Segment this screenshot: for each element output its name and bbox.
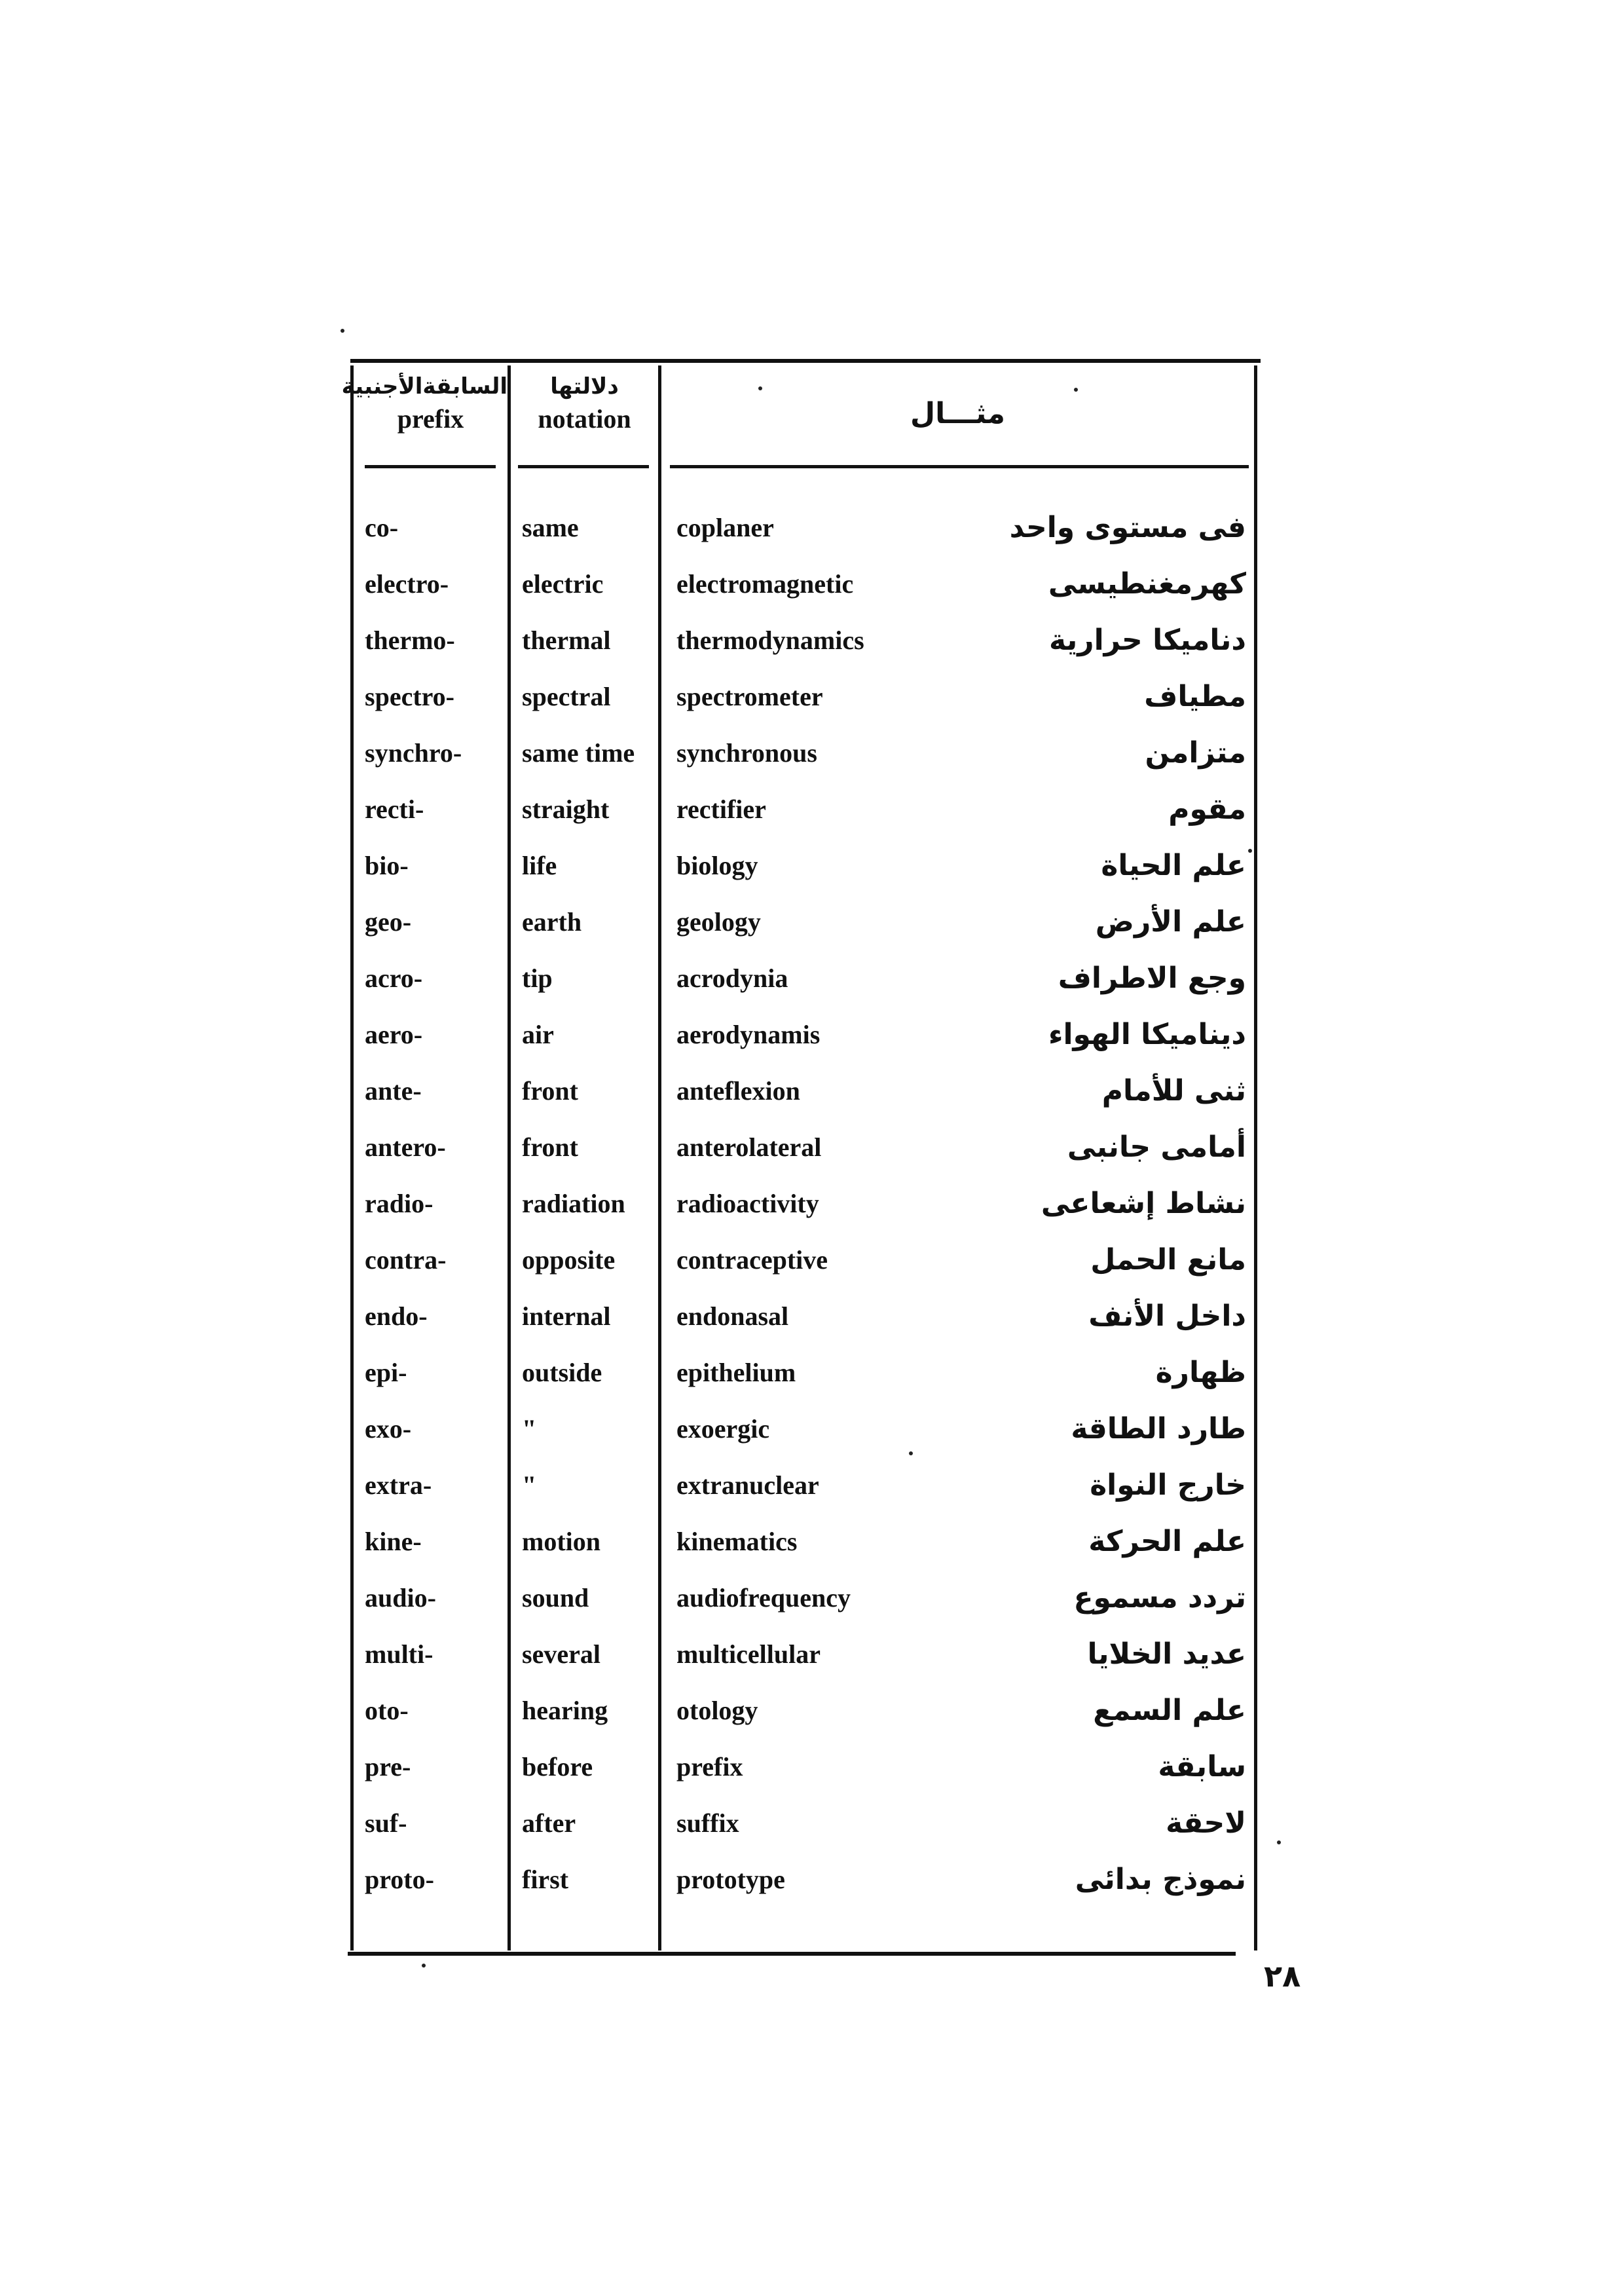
- notation-cell: electric: [522, 569, 604, 599]
- arabic-example-cell: سابقة: [1158, 1750, 1246, 1783]
- arabic-example-cell: داخل الأنف: [1088, 1299, 1246, 1333]
- table-row: [350, 1692, 1261, 1749]
- arabic-example-cell: نشاط إشعاعى: [1041, 1187, 1246, 1220]
- example-cell: acrodynia: [676, 963, 788, 993]
- notation-cell: opposite: [522, 1245, 616, 1275]
- header-prefix: [341, 372, 507, 438]
- arabic-example-cell: تردد مسموع: [1073, 1581, 1246, 1614]
- prefix-cell: synchro-: [365, 738, 462, 768]
- notation-cell: outside: [522, 1358, 602, 1387]
- table-row: [350, 566, 1261, 622]
- arabic-example-cell: لاحقة: [1166, 1806, 1246, 1840]
- table-row: [350, 960, 1261, 1017]
- header-notation: [511, 372, 658, 438]
- prefix-cell: extra-: [365, 1470, 432, 1500]
- table-row: [350, 848, 1261, 904]
- table-row: [350, 904, 1261, 960]
- notation-cell: same: [522, 513, 579, 542]
- table-row: [350, 791, 1261, 848]
- notation-cell: first: [522, 1865, 569, 1894]
- example-cell: epithelium: [676, 1358, 796, 1387]
- example-cell: biology: [676, 851, 758, 880]
- table-row: [350, 1580, 1261, 1636]
- prefix-cell: audio-: [365, 1583, 436, 1613]
- arabic-example-cell: خارج النواة: [1090, 1468, 1246, 1502]
- example-cell: radioactivity: [676, 1189, 819, 1218]
- prefix-cell: bio-: [365, 851, 409, 880]
- scan-speck: [1074, 388, 1078, 392]
- prefix-cell: contra-: [365, 1245, 447, 1275]
- table-row: [350, 1298, 1261, 1354]
- notation-cell: straight: [522, 794, 610, 824]
- arabic-example-cell: فى مستوى واحد: [1009, 511, 1246, 544]
- arabic-example-cell: ثنى للأمام: [1101, 1074, 1246, 1108]
- notation-cell: before: [522, 1752, 593, 1782]
- table-row: [350, 1129, 1261, 1185]
- table-row: [350, 1354, 1261, 1411]
- prefix-cell: epi-: [365, 1358, 407, 1387]
- table-row: [350, 1805, 1261, 1861]
- prefix-cell: co-: [365, 513, 399, 542]
- table-row: [350, 1242, 1261, 1298]
- header-notation-english: notation: [538, 404, 631, 434]
- example-cell: rectifier: [676, 794, 766, 824]
- arabic-example-cell: دناميكا حرارية: [1049, 624, 1246, 657]
- notation-cell: several: [522, 1639, 600, 1669]
- scan-speck: [1277, 1840, 1281, 1844]
- example-cell: suffix: [676, 1808, 739, 1838]
- notation-cell: hearing: [522, 1696, 608, 1725]
- prefix-cell: radio-: [365, 1189, 434, 1218]
- arabic-example-cell: نموذج بدائى: [1075, 1863, 1246, 1896]
- table-row: [350, 679, 1261, 735]
- prefix-cell: acro-: [365, 963, 423, 993]
- table-row: [350, 1749, 1261, 1805]
- page-number: ٢٨: [1264, 1958, 1301, 1994]
- notation-cell: same time: [522, 738, 635, 768]
- example-cell: prefix: [676, 1752, 743, 1782]
- arabic-example-cell: عديد الخلايا: [1087, 1637, 1246, 1671]
- scan-speck: [909, 1451, 913, 1455]
- arabic-example-cell: كهرمغنطيسى: [1048, 567, 1246, 601]
- table-row: [350, 622, 1261, 679]
- example-cell: geology: [676, 907, 761, 937]
- example-cell: contraceptive: [676, 1245, 828, 1275]
- header-rule: [365, 465, 496, 468]
- example-cell: audiofrequency: [676, 1583, 851, 1613]
- example-cell: spectrometer: [676, 682, 823, 711]
- example-cell: kinematics: [676, 1527, 798, 1556]
- table-body: [350, 510, 1261, 1918]
- example-cell: otology: [676, 1696, 758, 1725]
- prefix-cell: antero-: [365, 1132, 446, 1162]
- notation-cell: radiation: [522, 1189, 625, 1218]
- prefix-cell: multi-: [365, 1639, 434, 1669]
- header-prefix-arabic: السابقةالأجنبية: [341, 373, 507, 400]
- notation-cell: motion: [522, 1527, 600, 1556]
- notation-cell: sound: [522, 1583, 589, 1613]
- example-cell: anteflexion: [676, 1076, 800, 1106]
- arabic-example-cell: علم الحركة: [1088, 1525, 1246, 1558]
- example-cell: endonasal: [676, 1301, 789, 1331]
- example-cell: thermodynamics: [676, 625, 864, 655]
- example-cell: synchronous: [676, 738, 817, 768]
- arabic-example-cell: علم الحياة: [1101, 849, 1246, 882]
- example-cell: exoergic: [676, 1414, 770, 1444]
- prefix-cell: ante-: [365, 1076, 422, 1106]
- example-cell: anterolateral: [676, 1132, 822, 1162]
- arabic-example-cell: مقوم: [1168, 793, 1246, 826]
- notation-cell: tip: [522, 963, 553, 993]
- arabic-example-cell: أمامى جانبى: [1067, 1130, 1246, 1164]
- example-cell: aerodynamis: [676, 1020, 821, 1049]
- notation-cell: ": [522, 1470, 537, 1500]
- header-rule: [670, 465, 1249, 468]
- arabic-example-cell: ظهارة: [1155, 1356, 1246, 1389]
- header-example: مثـــال: [910, 397, 1006, 430]
- prefix-table: [341, 359, 1261, 1944]
- arabic-example-cell: علم السمع: [1093, 1694, 1246, 1727]
- header-rule: [518, 465, 649, 468]
- notation-cell: spectral: [522, 682, 611, 711]
- example-cell: coplaner: [676, 513, 774, 542]
- notation-cell: life: [522, 851, 557, 880]
- notation-cell: after: [522, 1808, 576, 1838]
- arabic-example-cell: علم الأرض: [1095, 905, 1246, 939]
- prefix-cell: geo-: [365, 907, 412, 937]
- table-row: [350, 1861, 1261, 1918]
- prefix-cell: electro-: [365, 569, 449, 599]
- notation-cell: earth: [522, 907, 582, 937]
- arabic-example-cell: طارد الطاقة: [1071, 1412, 1246, 1446]
- table-row: [350, 1073, 1261, 1129]
- table-row: [350, 1017, 1261, 1073]
- table-row: [350, 735, 1261, 791]
- example-cell: multicellular: [676, 1639, 821, 1669]
- prefix-cell: endo-: [365, 1301, 428, 1331]
- notation-cell: ": [522, 1414, 537, 1444]
- notation-cell: internal: [522, 1301, 611, 1331]
- scan-speck: [1248, 849, 1252, 853]
- prefix-cell: exo-: [365, 1414, 412, 1444]
- table-bottom-rule: [348, 1952, 1236, 1956]
- arabic-example-cell: مانع الحمل: [1090, 1243, 1246, 1277]
- header-notation-arabic: دلالتها: [550, 373, 619, 400]
- example-cell: prototype: [676, 1865, 785, 1894]
- arabic-example-cell: وجع الاطراف: [1058, 961, 1246, 995]
- prefix-cell: proto-: [365, 1865, 434, 1894]
- scan-speck: [758, 386, 762, 390]
- prefix-cell: thermo-: [365, 625, 455, 655]
- prefix-cell: oto-: [365, 1696, 409, 1725]
- arabic-example-cell: ديناميكا الهواء: [1048, 1018, 1246, 1051]
- prefix-cell: kine-: [365, 1527, 422, 1556]
- arabic-example-cell: متزامن: [1145, 736, 1246, 770]
- scan-speck: [341, 329, 344, 333]
- table-top-rule: [350, 359, 1261, 363]
- notation-cell: front: [522, 1076, 578, 1106]
- table-row: [350, 510, 1261, 566]
- table-row: [350, 1636, 1261, 1692]
- notation-cell: front: [522, 1132, 578, 1162]
- example-cell: extranuclear: [676, 1470, 819, 1500]
- prefix-cell: pre-: [365, 1752, 411, 1782]
- table-row: [350, 1523, 1261, 1580]
- prefix-cell: suf-: [365, 1808, 407, 1838]
- prefix-cell: aero-: [365, 1020, 423, 1049]
- table-row: [350, 1411, 1261, 1467]
- header-prefix-english: prefix: [397, 404, 464, 434]
- arabic-example-cell: مطياف: [1144, 680, 1246, 713]
- example-cell: electromagnetic: [676, 569, 854, 599]
- table-row: [350, 1467, 1261, 1523]
- scan-speck: [422, 1964, 426, 1968]
- notation-cell: thermal: [522, 625, 611, 655]
- prefix-cell: recti-: [365, 794, 424, 824]
- prefix-cell: spectro-: [365, 682, 454, 711]
- table-row: [350, 1185, 1261, 1242]
- notation-cell: air: [522, 1020, 554, 1049]
